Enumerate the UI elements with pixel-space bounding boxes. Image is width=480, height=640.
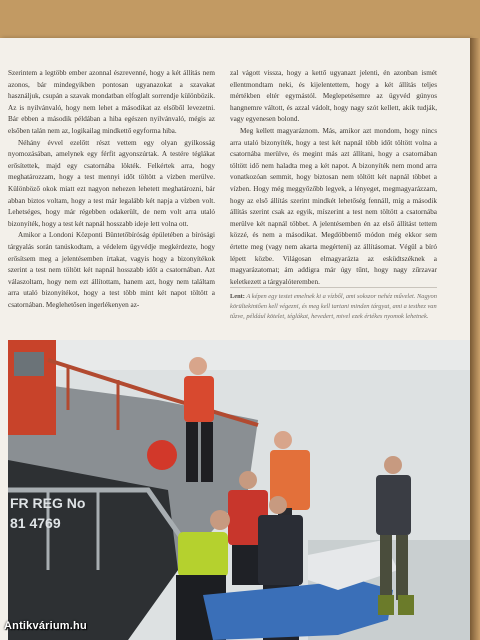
photo-caption xyxy=(230,292,437,322)
page-edge xyxy=(470,38,480,640)
paragraph: Amikor a Londoni Központi Büntetőbíróság épületében a bírósági tárgyalás során tanúskodtam, a védelem ügyvédje megkérdezte, hogy erősítsem meg a jelentésemben írtakat, vagyis hogy a bizonyítékok szerint a test nem töltött két napnál hosszabb időt a csatornában. Azt válaszoltam, hogy nem ezt állítottam, hanem azt, hogy nem találtam arra utaló bizonyítékot, hogy a test több mint két napot töltött a csatornában. Meglehetősen ingerlékenyen az- xyxy=(8,231,215,309)
caption-text: A képen egy testet emelnek ki a vízből, ami sokszor nehéz művelet. Nagyon körültekintően kell végezni, és meg kell tartani minden tárgyat, ami a testhez van tűzve, például kötelet, téglákat, hevedert, mivel ezek értékes nyomok lehetnek. xyxy=(230,293,437,320)
paragraph: zal vágott vissza, hogy a kettő ugyanazt jelenti, én azonban ismét ellentmondtam neki, és kijelentettem, hogy a két állítás teljes mértékben eltér egymástól. Meglepetésemre az ügyvéd gúnyos hangnemre váltott, és azzal vádolt, hogy nagy szót kellett, akik tudják, vagy egyenesen bolond. xyxy=(230,69,437,124)
text-column-left xyxy=(8,68,215,311)
caption-label: Lent: xyxy=(230,293,245,300)
paragraph: Néhány évvel ezelőtt részt vettem egy olyan gyilkosság nyomozásában, amelynek egy férfit agyonszúrtak. A testére téglákat erősítettek, majd egy csatornába lökték. Felkértek arra, hogy meghatározzam, hogy a test mennyi időt töltött a vízben merülve. Különböző okok miatt ezt nagyon nehezen lehetett meghatározni, bár abban biztos voltam, hogy a test már legalább két napja a vízben volt. Lehetséges, hogy már régebben odakerült, de nem volt arra utaló bizonyíték, hogy a test két napnál hosszabb ideje lett volna ott. xyxy=(8,138,215,228)
photo-illustration xyxy=(8,340,470,640)
boat-registration-line1: FR REG No xyxy=(10,495,86,511)
photograph xyxy=(8,340,470,640)
boat-registration-line2: 81 4769 xyxy=(10,515,61,531)
paragraph: Meg kellett magyaráznom. Más, amikor azt mondom, hogy nincs arra utaló bizonyíték, hogy a test két napnál több időt töltött volna a csatornába merülve, és megint más azt állítani, hogy a csatornában töltött idő nem haladta meg a két napot. A bizonyíték nem mond arra vonatkozóan semmit, hogy biztosan nem töltött két napnál többet a vízben. Hogy még meggyőzőbb legyek, a lényeget, megmagyarázzam, hogy az első állítás szerint mindkét lehetőség fennáll, míg a második állítás szerint csak az egyik, míszerint a test nem töltött a csatornába merülve két napnál többet. A jelentésemben én az első állítást tettem közzé, és nem a másodikat. Megdöbbentő módon még ekkor sem értette meg (vagy nem akarta megérteni) az állításomat. Végül a bíró lépett közbe. Világosan elmagyarázta az esküdtszéknek a magyarázatomat; ám addigra már úgy tűnt, hogy nagy zűrzavar keletkezett a tárgyalóteremben. xyxy=(230,126,437,286)
caption-divider xyxy=(230,287,437,288)
text-column-right xyxy=(230,68,437,288)
watermark: Antikvárium.hu xyxy=(4,620,87,632)
paragraph: Szerintem a legtöbb ember azonnal észrevenné, hogy a két állítás nem azonos, bár mindegyikben pontosan ugyanazokat a szavakat használjuk, csupán a szavak mondatban elfoglalt sorrendje különbözik. Az is nyilvánvaló, hogy nem lehet a másodikat az elsőből levezetni. Bár ebben a második példában a hiba egészen nyilvánvaló, mégis az elsőben talán nem az, logikailag mindkettő egyforma hiba. xyxy=(8,69,215,135)
